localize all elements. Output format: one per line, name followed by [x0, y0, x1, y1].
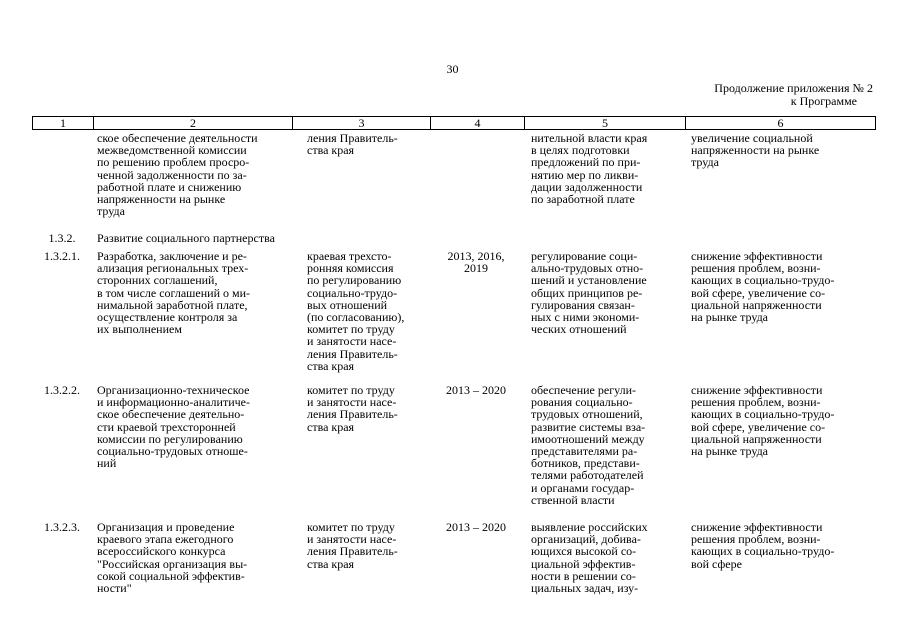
annex-note: [673, 82, 873, 108]
row-consequence: снижение эффективности решения проблем, возни- кающих в социально-трудо- вой сфере, увеличение со- циальной напряженности на рынке труда: [691, 249, 835, 325]
column-header-4: 4: [430, 117, 524, 129]
row-code: 1.3.2.1.: [44, 249, 80, 263]
column-header-2: 2: [93, 117, 292, 129]
column-header-3: 3: [292, 117, 430, 129]
row-activity: Разработка, заключение и ре- ализация региональных трех- сторонних соглашений, в том числе соглашений о ми- нимальной заработной плате, осуществление контроля за их выполнением: [97, 249, 251, 337]
row-period: 2013 – 2020: [446, 520, 506, 534]
row-result: регулирование соци- ально-трудовых отно- шений и установление общих принципов ре- гулирования связан- ных с ними экономи- ческих отношений: [531, 249, 647, 337]
row-activity: Организация и проведение краевого этапа ежегодного всероссийского конкурса "Российская организация вы- сокой социальной эффектив- ности": [97, 520, 248, 596]
row-period: 2013, 2016, 2019: [447, 249, 505, 276]
annex-note-line2: к Программе: [790, 94, 857, 108]
column-header-5: 5: [524, 117, 685, 129]
continuation-activity: ское обеспечение деятельности межведомственной комиссии по решению проблем просро- ченной задолженности по за- работной плате и снижению напряженности на рынке труда: [97, 131, 258, 219]
continuation-executor: ления Правитель- ства края: [307, 131, 398, 158]
continuation-consequence: увеличение социальной напряженности на рынке труда: [691, 131, 820, 170]
continuation-result: нительной власти края в целях подготовки предложений по при- нятию мер по ликви- дации задолженности по заработной плате: [531, 131, 648, 207]
row-executor: комитет по труду и занятости насе- ления Правитель- ства края: [307, 383, 398, 434]
row-consequence: снижение эффективности решения проблем, возни- кающих в социально-трудо- вой сфере: [691, 520, 835, 571]
annex-note-line1: Продолжение приложения № 2: [714, 81, 873, 95]
column-header-6: 6: [685, 117, 875, 129]
section-title: Развитие социального партнерства: [97, 231, 275, 245]
row-code: 1.3.2.2.: [44, 383, 80, 397]
row-consequence: снижение эффективности решения проблем, возни- кающих в социально-трудо- вой сфере, увеличение со- циальной напряженности на рынке труда: [691, 383, 835, 459]
row-period: 2013 – 2020: [446, 383, 506, 397]
row-result: выявление российских организаций, добива- ющихся высокой со- циальной эффектив- ности в решении со- циальных задач, изу-: [531, 520, 648, 596]
column-number-header: [32, 116, 876, 130]
row-code: 1.3.2.3.: [44, 520, 80, 534]
row-executor: комитет по труду и занятости насе- ления Правитель- ства края: [307, 520, 398, 571]
row-executor: краевая трехсто- ронняя комиссия по регулированию социально-трудо- вых отношений (по согласованию), комитет по труду и занятости насе- ления Правитель- ства края: [307, 249, 405, 373]
section-code: 1.3.2.: [48, 231, 76, 245]
row-activity: Организационно-техническое и информационно-аналитиче- ское обеспечение деятельно- сти краевой трехсторонней комиссии по регулированию социально-трудовых отноше- ний: [97, 383, 250, 471]
page-number: 30: [446, 62, 459, 76]
row-result: обеспечение регули- рования социально- трудовых отношений, развитие системы вза- имоотношений между представителями ра- ботников, представи- телями работодателей и органами государ- ственной власти: [531, 383, 646, 507]
column-header-1: 1: [60, 116, 66, 130]
